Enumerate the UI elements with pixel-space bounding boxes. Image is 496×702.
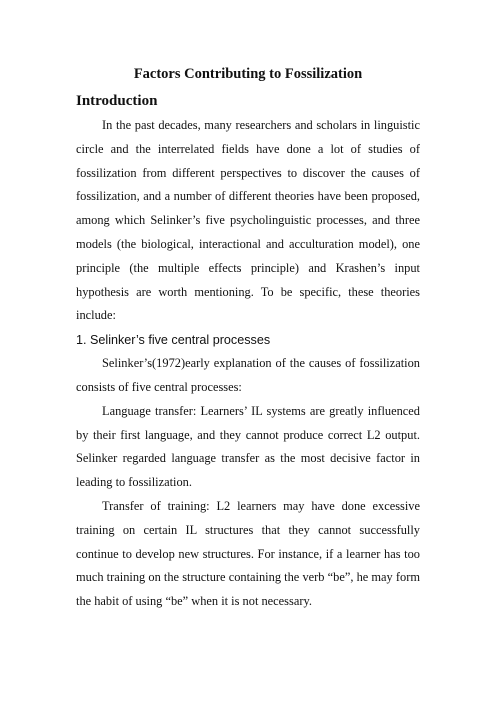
paragraph-selinker-explanation: Selinker’s(1972)early explanation of the causes of fossilization consists of five central processes:	[76, 356, 420, 394]
paragraph-transfer-of-training: Transfer of training: L2 learners may have done excessive training on certain IL structures that they cannot successfully continue to develop new structures. For instance, if a learner has too much training on the structure containing the verb “be”, he may form the habit of using “be” when it is not necessary.	[76, 498, 420, 609]
intro-paragraph: In the past decades, many researchers and scholars in linguistic circle and the interrelated fields have done a lot of studies of fossilization from different perspectives to discover the causes of fossilization, and a number of different theories have been proposed, among which Selinker’s five psycholinguistic processes, and three models (the biological, interactional and acculturation model), one principle (the multiple effects principle) and Krashen’s input hypothesis are worth mentioning. To be specific, these theories include:	[76, 118, 420, 323]
paragraph-language-transfer: Language transfer: Learners’ IL systems are greatly influenced by their first language, and they cannot produce correct L2 output. Selinker regarded language transfer as the most decisive factor in leading to fossilization.	[76, 403, 420, 490]
document-title: Factors Contributing to Fossilization	[133, 66, 363, 82]
subheading-selinker-processes: 1. Selinker’s five central processes	[76, 333, 271, 348]
section-heading-introduction: Introduction	[76, 93, 158, 109]
page-content	[76, 64, 420, 614]
